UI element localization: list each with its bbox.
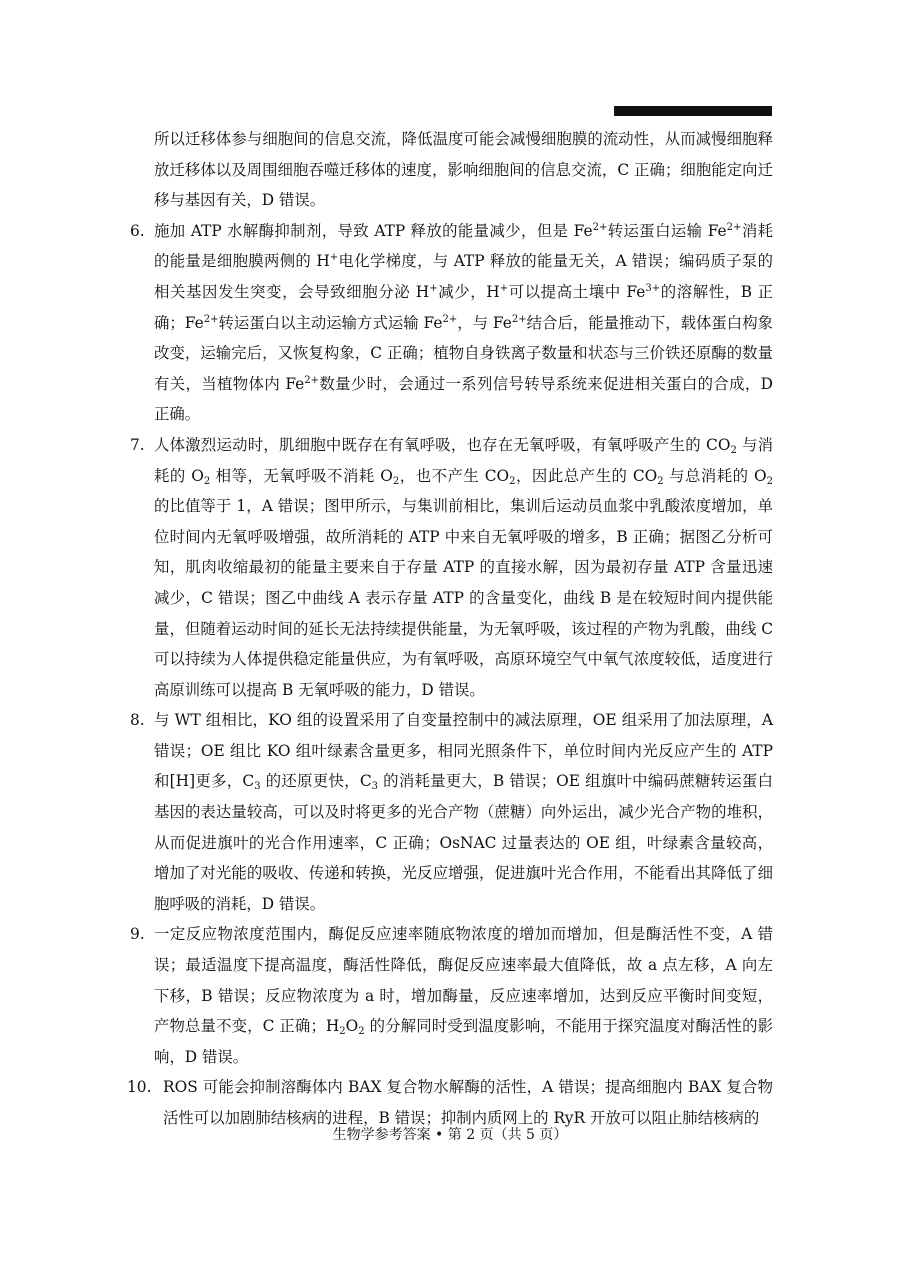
superscript: 2+ — [511, 313, 527, 325]
subscript: 2 — [730, 444, 737, 456]
text-run: 转运蛋白以主动运输方式运输 Fe — [218, 313, 443, 332]
text-run: 的溶解性，B 正确；Fe — [154, 282, 774, 332]
answer-number: 9. — [130, 925, 145, 944]
text-run: 数量少时，会通过一系列信号转导系统来促进相关蛋白的合成，D 正确。 — [154, 374, 773, 424]
text-run: 消耗的能量是细胞膜两侧的 H — [154, 221, 773, 271]
answer-number: 10. — [127, 1078, 152, 1097]
text-run: 施加 ATP 水解酶抑制剂，导致 ATP 释放的能量减少，但是 Fe — [154, 221, 593, 240]
text-run: 可以提高土壤中 Fe — [508, 282, 646, 301]
superscript: 2+ — [592, 221, 608, 233]
subscript: 2 — [339, 1026, 346, 1038]
text-run: 人体激烈运动时，肌细胞中既存在有氧呼吸，也存在无氧呼吸，有氧呼吸产生的 CO — [154, 435, 731, 454]
answer-text — [154, 430, 773, 705]
text-run: 的还原更快，C — [260, 772, 372, 791]
answer-number: 6. — [130, 221, 145, 240]
text-run: 所以迁移体参与细胞间的信息交流，降低温度可能会减慢细胞膜的流动性，从而减慢细胞释放迁移体以及周围细胞吞噬迁移体的速度，影响细胞间的信息交流，C 正确；细胞能定向迁移与基因有关，D 错误。 — [154, 130, 773, 210]
superscript: + — [499, 282, 509, 294]
text-run: 转运蛋白运输 Fe — [607, 221, 727, 240]
superscript: + — [429, 282, 438, 294]
subscript: 2 — [509, 475, 516, 487]
subscript: 2 — [358, 1026, 365, 1038]
text-run: ROS 可能会抑制溶酶体内 BAX 复合物水解酶的活性，A 错误；提高细胞内 BAX 复合物活性可以加剧肺结核病的进程，B 错误；抑制内质网上的 RyR 开放可以阻止肺结核病的 — [163, 1078, 773, 1127]
superscript: 2+ — [203, 313, 219, 325]
text-run: 相等，无氧呼吸不消耗 O — [210, 466, 393, 485]
answer-text — [154, 124, 773, 216]
subscript: 2 — [203, 475, 211, 487]
answer-item — [130, 705, 773, 919]
subscript: 2 — [766, 475, 774, 487]
text-run: ，与 Fe — [457, 313, 512, 332]
answer-number: 7. — [130, 435, 145, 454]
text-run: 的消耗量更大，B 错误；OE 组旗叶中编码蔗糖转运蛋白基因的表达量较高，可以及时将更多的光合产物（蔗糖）向外运出，减少光合产物的堆积，从而促进旗叶的光合作用速率，C 正确；OsNAC 过量表达的 OE 组，叶绿素含量较高，增加了对光能的吸收、传递和转换，光反应增强，促进旗叶光合作用，不能看出其降低了细胞呼吸的消耗，D 错误。 — [154, 772, 773, 913]
text-run: 结合后，能量推动下，载体蛋白构象改变，运输完后，又恢复构象，C 正确；植物自身铁离子数量和状态与三价铁还原酶的数量有关，当植物体内 Fe — [154, 313, 773, 393]
text-run: 电化学梯度，与 ATP 释放的能量无关，A 错误；编码质子泵的相关基因发生突变，会导致细胞分泌 H — [154, 252, 773, 301]
answer-text — [154, 919, 773, 1072]
answer-item — [130, 124, 773, 216]
subscript: 2 — [657, 475, 664, 487]
text-run: 与总消耗的 O — [663, 466, 767, 485]
text-run: O — [345, 1017, 359, 1036]
text-run: 与消耗的 O — [154, 435, 773, 485]
superscript: 2+ — [304, 374, 320, 386]
text-run: ，也不产生 CO — [399, 466, 510, 485]
text-run: 的分解同时受到温度影响，不能用于探究温度对酶活性的影响，D 错误。 — [154, 1017, 773, 1066]
superscript: 2+ — [442, 313, 458, 325]
answer-item — [130, 430, 773, 705]
superscript: 2+ — [726, 221, 742, 233]
subscript: 3 — [254, 781, 261, 793]
answer-item — [130, 919, 773, 1072]
text-run: 的比值等于 1，A 错误；图甲所示，与集训前相比，集训后运动员血浆中乳酸浓度增加，单位时间内无氧呼吸增强，故所消耗的 ATP 中来自无氧呼吸的增多，B 正确；据图乙分析可知，肌肉收缩最初的能量主要来自于存量 ATP 的直接水解，因为最初存量 ATP 含量迅速减少，C 错误；图乙中曲线 A 表示存量 ATP 的含量变化，曲线 B 是在较短时间内提供能量，但随着运动时间的延长无法持续提供能量，为无氧呼吸，该过程的产物为乳酸，曲线 C 可以持续为人体提供稳定能量供应，为有氧呼吸，高原环境空气中氧气浓度较低，适度进行高原训练可以提高 B 无氧呼吸的能力，D 错误。 — [154, 497, 773, 699]
page-footer: 生物学参考答案 • 第 2 页（共 5 页） — [332, 1127, 568, 1143]
answer-text — [154, 705, 773, 919]
text-run: 与 WT 组相比，KO 组的设置采用了自变量控制中的减法原理，OE 组采用了加法原理，A 错误；OE 组比 KO 组叶绿素含量更多，相同光照条件下，单位时间内光反应产生的 ATP 和[H]更多，C — [154, 711, 773, 791]
subscript: 2 — [392, 475, 400, 487]
text-run: 减少，H — [437, 282, 500, 301]
text-run: 一定反应物浓度范围内，酶促反应速率随底物浓度的增加而增加，但是酶活性不变，A 错误；最适温度下提高温度，酶活性降低，酶促反应速率最大值降低，故 a 点左移，A 向左下移，B 错误；反应物浓度为 a 时，增加酶量，反应速率增加，达到反应平衡时间变短，产物总量不变，C 正确；H — [154, 925, 773, 1036]
answer-number: 8. — [130, 711, 145, 730]
subscript: 3 — [371, 781, 378, 793]
answer-content — [127, 124, 774, 1134]
header-bar — [614, 106, 772, 116]
answer-item — [130, 216, 773, 430]
superscript: + — [329, 252, 339, 264]
text-run: ，因此总产生的 CO — [515, 466, 658, 485]
answer-text — [154, 216, 773, 430]
superscript: 3+ — [645, 282, 661, 294]
